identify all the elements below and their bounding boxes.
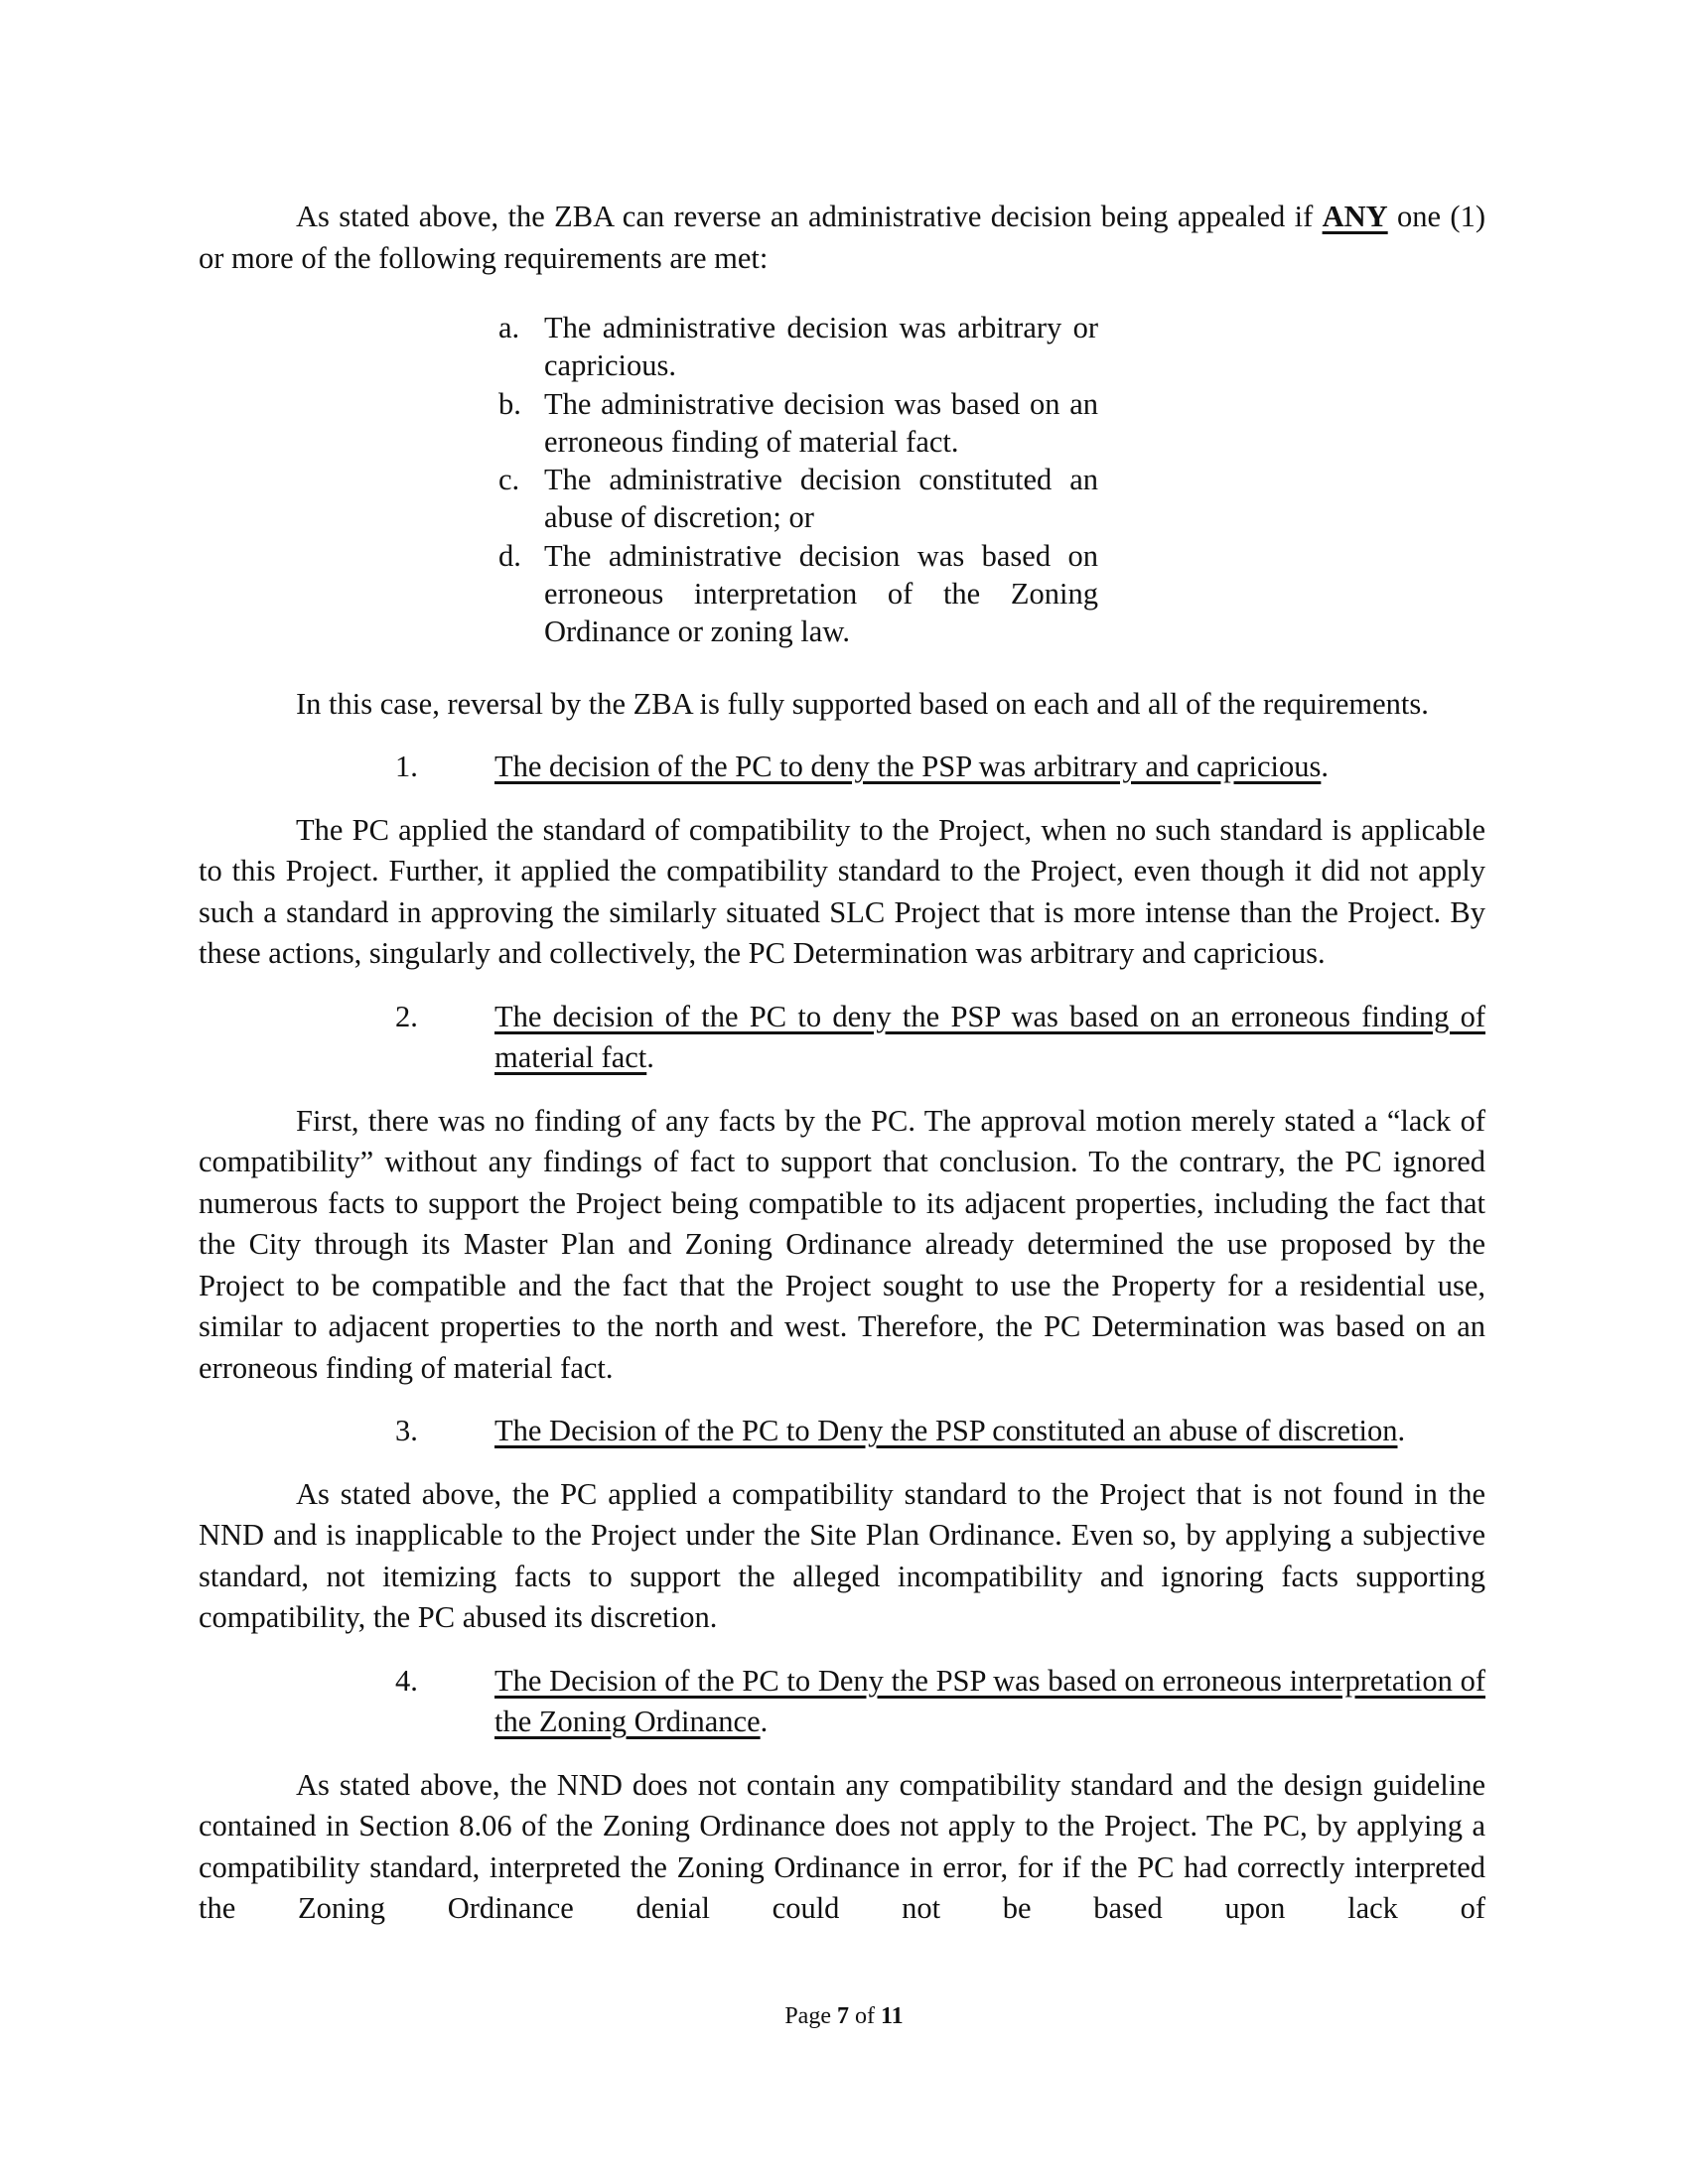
section-heading-end: . [646, 1040, 654, 1075]
intro-paragraph [199, 197, 1485, 279]
section-number: 3. [395, 1414, 418, 1448]
section-heading-end: . [1321, 750, 1329, 784]
footer-page-number: 7 [836, 2003, 849, 2029]
requirement-text: The administrative decision was arbitrary or capricious. [544, 311, 1098, 383]
requirement-text: The administrative decision was based on an erroneous finding of material fact. [544, 386, 1098, 459]
case-paragraph: In this case, reversal by the ZBA is fully supported based on each and all of the requirements. [296, 686, 1429, 721]
section-number: 2. [395, 999, 418, 1033]
section-body: As stated above, the PC applied a compatibility standard to the Project that is not found in the NND and is inapplicable to the Project under the Site Plan Ordinance. Even so, by applying a subjective standard, not itemizing facts to support the alleged incompatibility and ignoring facts supporting compatibility, the PC abused its discretion. [199, 1476, 1485, 1635]
footer-of-word: of [854, 2003, 875, 2029]
section-number: 4. [395, 1663, 418, 1698]
requirement-text: The administrative decision was based on erroneous interpretation of the Zoning Ordinance or zoning law. [544, 538, 1098, 649]
requirement-item [498, 309, 1098, 385]
requirement-item [498, 385, 1098, 462]
section-number: 1. [395, 750, 418, 784]
section-heading [199, 1411, 1485, 1452]
requirement-marker: d. [498, 538, 521, 573]
requirement-marker: c. [498, 463, 520, 497]
section-heading-text: The decision of the PC to deny the PSP was arbitrary and capricious [494, 750, 1322, 784]
requirement-item [498, 461, 1098, 537]
document-body [199, 197, 1485, 1930]
requirement-marker: a. [498, 311, 520, 344]
section-heading-end: . [760, 1705, 769, 1739]
section-heading-text: The Decision of the PC to Deny the PSP was based on erroneous interpretation of the Zoning Ordinance [494, 1663, 1485, 1739]
section-heading [199, 997, 1485, 1079]
intro-emphasis: ANY [1322, 200, 1388, 233]
section-heading-end: . [1397, 1414, 1406, 1448]
section-body: First, there was no finding of any facts by the PC. The approval motion merely stated a “lack of compatibility” without any findings of fact to support that conclusion. To the contrary, the PC ignored numerous facts to support the Project being compatible to its adjacent properties, including the fact that the City through its Master Plan and Zoning Ordinance already determined the use proposed by the Project to be compatible and the fact that the Project sought to use the Property for a residential use, similar to adjacent properties to the north and west. Therefore, the PC Determination was based on an erroneous finding of material fact. [199, 1103, 1485, 1385]
requirement-item [498, 537, 1098, 651]
intro-text-before: As stated above, the ZBA can reverse an administrative decision being appealed if [296, 200, 1323, 233]
requirement-text: The administrative decision constituted an abuse of discretion; or [544, 463, 1098, 535]
section-heading [199, 1661, 1485, 1743]
requirements-list [199, 309, 1098, 651]
requirement-marker: b. [498, 386, 521, 421]
footer-total-pages: 11 [880, 2003, 904, 2029]
section-body: The PC applied the standard of compatibility to the Project, when no such standard is applicable to this Project. Further, it applied the compatibility standard to the Project, even though it did not apply such a standard in approving the similarly situated SLC Project that is more intense than the Project. By these actions, singularly and collectively, the PC Determination was arbitrary and capricious. [199, 812, 1485, 971]
section-heading-text: The decision of the PC to deny the PSP was based on an erroneous finding of material fact [494, 999, 1485, 1075]
intro-text-after: one (1) or more of the following requirements are met: [199, 200, 1485, 275]
page-footer [0, 2003, 1688, 2030]
section-heading-text: The Decision of the PC to Deny the PSP constituted an abuse of discretion [494, 1414, 1398, 1448]
section-heading [199, 747, 1485, 788]
section-body: As stated above, the NND does not contain any compatibility standard and the design guideline contained in Section 8.06 of the Zoning Ordinance does not apply to the Project. The PC, by applying a compatibility standard, interpreted the Zoning Ordinance in error, for if the PC had correctly interpreted the Zoning Ordinance denial could not be based upon lack of [199, 1767, 1485, 1926]
footer-page-word: Page [784, 2003, 831, 2029]
